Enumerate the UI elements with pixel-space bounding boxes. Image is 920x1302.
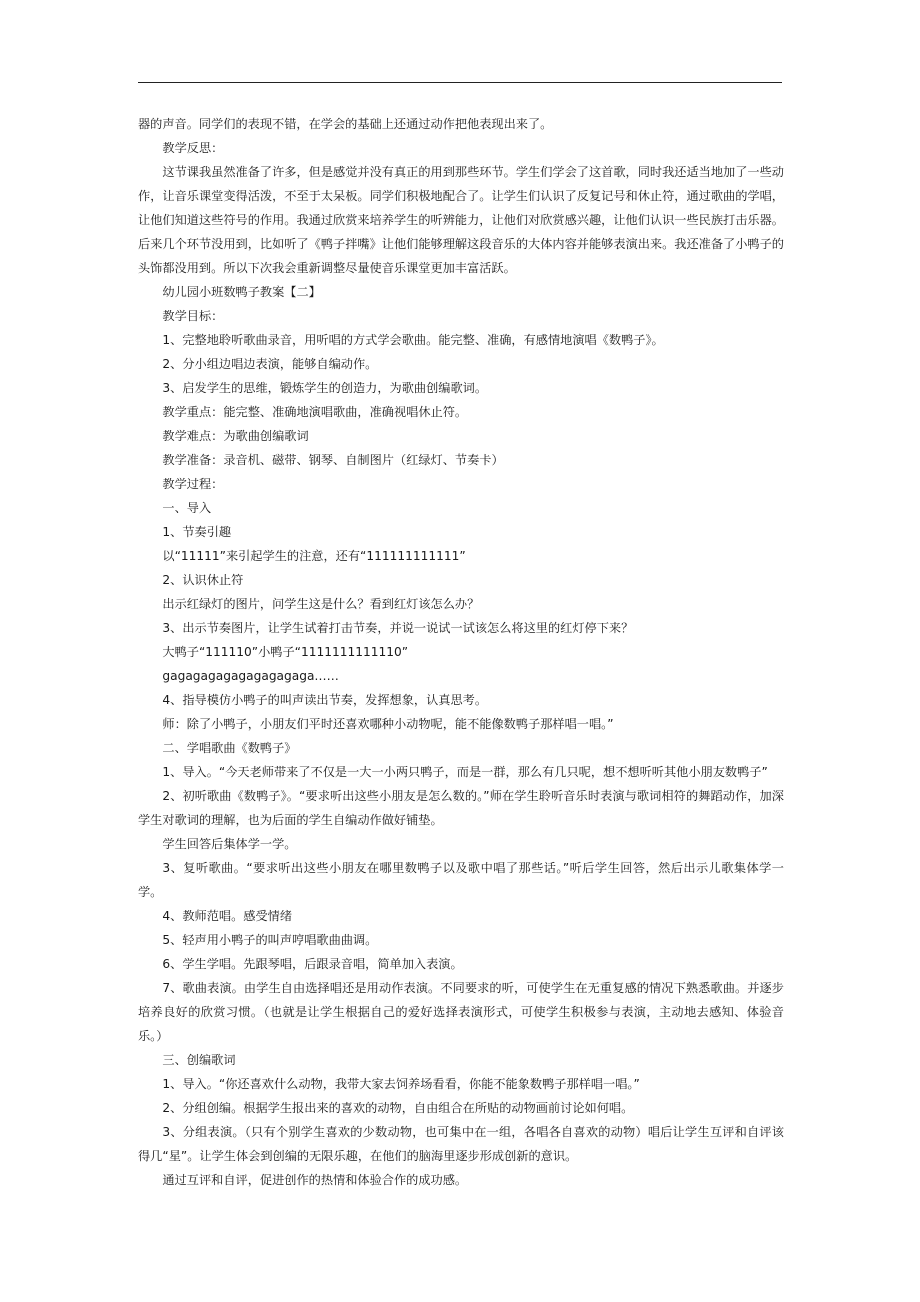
paragraph: 3、启发学生的思维，锻炼学生的创造力，为歌曲创编歌词。 bbox=[162, 381, 488, 395]
document-body bbox=[138, 112, 784, 1192]
paragraph: 教学难点：为歌曲创编歌词 bbox=[162, 429, 309, 443]
paragraph: 1、节奏引趣 bbox=[162, 525, 232, 539]
paragraph: 1、导入。“今天老师带来了不仅是一大一小两只鸭子，而是一群，那么有几只呢，想不想听听其他小朋友数鸭子” bbox=[162, 765, 768, 779]
paragraph: 1、导入。“你还喜欢什么动物，我带大家去饲养场看看，你能不能象数鸭子那样唱一唱。” bbox=[162, 1077, 640, 1091]
paragraph: 器的声音。同学们的表现不错，在学会的基础上还通过动作把他表现出来了。 bbox=[138, 117, 553, 131]
paragraph: 学生回答后集体学一学。 bbox=[162, 837, 297, 851]
paragraph: 2、分组创编。根据学生报出来的喜欢的动物，自由组合在所贴的动物画前讨论如何唱。 bbox=[162, 1101, 634, 1115]
paragraph: 出示红绿灯的图片，问学生这是什么？看到红灯该怎么办？ bbox=[162, 597, 480, 611]
paragraph: 教学重点：能完整、准确地演唱歌曲，准确视唱休止符。 bbox=[162, 405, 468, 419]
paragraph: 2、认识休止符 bbox=[162, 573, 244, 587]
paragraph: 教学过程： bbox=[162, 477, 224, 491]
paragraph: 这节课我虽然准备了许多，但是感觉并没有真正的用到那些环节。学生们学会了这首歌，同时我还适当地加了一些动作，让音乐课堂变得活泼，不至于太呆板。同学们积极地配合了。让学生们认识了反复记号和休止符，通过歌曲的学唱，让他们知道这些符号的作用。我通过欣赏来培养学生的听辨能力，让他们对欣赏感兴趣，让他们认识一些民族打击乐器。后来几个环节没用到，比如听了《鸭子拌嘴》让他们能够理解这段音乐的大体内容并能够表演出来。我还准备了小鸭子的头饰都没用到。所以下次我会重新调整尽量使音乐课堂更加丰富活跃。 bbox=[138, 165, 784, 275]
paragraph: 1、完整地聆听歌曲录音，用听唱的方式学会歌曲。能完整、准确，有感情地演唱《数鸭子》。 bbox=[162, 333, 664, 347]
paragraph: 通过互评和自评，促进创作的热情和体验合作的成功感。 bbox=[162, 1173, 468, 1187]
paragraph: 以“11111”来引起学生的注意，还有“111111111111” bbox=[162, 549, 466, 563]
paragraph: 7、歌曲表演。由学生自由选择唱还是用动作表演。不同要求的听，可使学生在无重复感的情况下熟悉歌曲。并逐步培养良好的欣赏习惯。（也就是让学生根据自己的爱好选择表演形式，可使学生积极参与表演，主动地去感知、体验音乐。） bbox=[138, 981, 784, 1043]
paragraph: 一、导入 bbox=[162, 501, 212, 515]
paragraph: 5、轻声用小鸭子的叫声哼唱歌曲曲调。 bbox=[162, 933, 378, 947]
paragraph: 4、指导模仿小鸭子的叫声读出节奏，发挥想象，认真思考。 bbox=[162, 693, 488, 707]
paragraph: 三、创编歌词 bbox=[162, 1053, 236, 1067]
paragraph: 教学准备：录音机、磁带、钢琴、自制图片（红绿灯、节奏卡） bbox=[162, 453, 504, 467]
paragraph: 2、分小组边唱边表演，能够自编动作。 bbox=[162, 357, 378, 371]
paragraph: 2、初听歌曲《数鸭子》。“要求听出这些小朋友是怎么数的。”师在学生聆听音乐时表演与歌词相符的舞蹈动作，加深学生对歌词的理解，也为后面的学生自编动作做好铺垫。 bbox=[138, 789, 784, 827]
paragraph: 大鸭子“111110”小鸭子“1111111111110” bbox=[162, 645, 409, 659]
paragraph: 幼儿园小班数鸭子教案【二】 bbox=[162, 285, 321, 299]
header-rule bbox=[138, 82, 782, 83]
paragraph: 4、教师范唱。感受情绪 bbox=[162, 909, 293, 923]
paragraph: 3、出示节奏图片，让学生试着打击节奏，并说一说试一试该怎么将这里的红灯停下来？ bbox=[162, 621, 634, 635]
paragraph: 6、学生学唱。先跟琴唱，后跟录音唱，简单加入表演。 bbox=[162, 957, 463, 971]
paragraph: 二、学唱歌曲《数鸭子》 bbox=[162, 741, 297, 755]
paragraph: gagagagagagagagagaga…… bbox=[162, 669, 339, 683]
paragraph: 3、分组表演。（只有个别学生喜欢的少数动物，也可集中在一组，各唱各自喜欢的动物）唱后让学生互评和自评该得几“星”。让学生体会到创编的无限乐趣，在他们的脑海里逐步形成创新的意识。 bbox=[138, 1125, 784, 1163]
paragraph: 3、复听歌曲。“要求听出这些小朋友在哪里数鸭子以及歌中唱了那些话。”听后学生回答，然后出示儿歌集体学一学。 bbox=[138, 861, 784, 899]
paragraph: 师：除了小鸭子，小朋友们平时还喜欢哪种小动物呢，能不能像数鸭子那样唱一唱。” bbox=[162, 717, 614, 731]
paragraph: 教学目标： bbox=[162, 309, 224, 323]
paragraph: 教学反思： bbox=[162, 141, 224, 155]
